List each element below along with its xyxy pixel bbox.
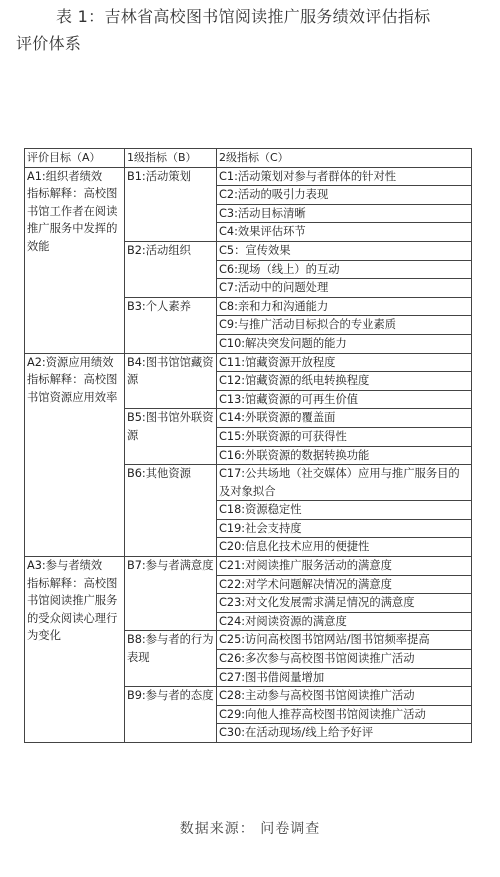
level-2-indicator-cell: C5：宣传效果	[217, 241, 472, 260]
level-2-indicator-cell: C11:馆藏资源开放程度	[217, 353, 472, 372]
document-title	[16, 3, 486, 57]
level-2-indicator-cell: C1:活动策划对参与者群体的针对性	[217, 167, 472, 186]
target-explanation: 指标解释：高校图书馆阅读推广服务的受众阅读心理行为变化	[27, 576, 118, 643]
header-cell-target: 评价目标（A）	[25, 149, 125, 168]
level-1-indicator-cell: B5:图书馆外联资源	[125, 409, 217, 465]
level-1-indicator-cell: B8:参与者的行为表现	[125, 631, 217, 687]
level-2-indicator-cell: C8:亲和力和沟通能力	[217, 297, 472, 316]
evaluation-index-table	[24, 148, 472, 743]
level-2-indicator-cell: C25:访问高校图书馆网站/图书馆频率提高	[217, 631, 472, 650]
title-line-2: 评价体系	[16, 34, 82, 53]
level-2-indicator-cell: C17:公共场地（社交媒体）应用与推广服务目的及对象拟合	[217, 465, 472, 501]
level-1-indicator-cell: B1:活动策划	[125, 167, 217, 241]
level-2-indicator-cell: C14:外联资源的覆盖面	[217, 409, 472, 428]
table-row	[25, 353, 472, 372]
level-2-indicator-cell: C6:现场（线上）的互动	[217, 260, 472, 279]
level-2-indicator-cell: C9:与推广活动目标拟合的专业素质	[217, 316, 472, 335]
level-1-indicator-cell: B6:其他资源	[125, 465, 217, 557]
header-cell-level-1: 1级指标（B）	[125, 149, 217, 168]
level-1-indicator-cell: B9:参与者的态度	[125, 687, 217, 743]
table-row	[25, 557, 472, 576]
title-line-1: 表 1：吉林省高校图书馆阅读推广服务绩效评估指标	[56, 7, 431, 26]
level-2-indicator-cell: C22:对学术问题解决情况的满意度	[217, 575, 472, 594]
level-2-indicator-cell: C24:对阅读资源的满意度	[217, 612, 472, 631]
level-2-indicator-cell: C12:馆藏资源的纸电转换程度	[217, 372, 472, 391]
header-cell-level-2: 2级指标（C）	[217, 149, 472, 168]
target-cell	[25, 167, 125, 353]
table-header-row	[25, 149, 472, 168]
table-body	[25, 167, 472, 742]
level-2-indicator-cell: C3:活动目标清晰	[217, 204, 472, 223]
level-2-indicator-cell: C20:信息化技术应用的便捷性	[217, 538, 472, 557]
level-2-indicator-cell: C15:外联资源的可获得性	[217, 427, 472, 446]
target-cell	[25, 353, 125, 557]
level-1-indicator-cell: B7:参与者满意度	[125, 557, 217, 631]
data-source-note: 数据来源： 问卷调查	[179, 821, 321, 837]
level-2-indicator-cell: C10:解决突发问题的能力	[217, 334, 472, 353]
level-2-indicator-cell: C28:主动参与高校图书馆阅读推广活动	[217, 687, 472, 706]
level-2-indicator-cell: C16:外联资源的数据转换功能	[217, 446, 472, 465]
level-2-indicator-cell: C19:社会支持度	[217, 519, 472, 538]
level-2-indicator-cell: C26:多次参与高校图书馆阅读推广活动	[217, 650, 472, 669]
table-row	[25, 167, 472, 186]
level-2-indicator-cell: C21:对阅读推广服务活动的满意度	[217, 557, 472, 576]
target-name: A1:组织者绩效	[27, 169, 103, 183]
level-2-indicator-cell: C13:馆藏资源的可再生价值	[217, 390, 472, 409]
level-1-indicator-cell: B3:个人素养	[125, 297, 217, 353]
level-2-indicator-cell: C18:资源稳定性	[217, 501, 472, 520]
target-cell	[25, 557, 125, 743]
target-name: A3:参与者绩效	[27, 559, 103, 573]
level-1-indicator-cell: B4:图书馆馆藏资源	[125, 353, 217, 409]
level-2-indicator-cell: C2:活动的吸引力表现	[217, 186, 472, 205]
level-2-indicator-cell: C23:对文化发展需求满足情况的满意度	[217, 594, 472, 613]
level-1-indicator-cell: B2:活动组织	[125, 241, 217, 297]
level-2-indicator-cell: C4:效果评估环节	[217, 223, 472, 242]
level-2-indicator-cell: C29:向他人推荐高校图书馆阅读推广活动	[217, 705, 472, 724]
target-name: A2:资源应用绩效	[27, 355, 114, 369]
level-2-indicator-cell: C7:活动中的问题处理	[217, 279, 472, 298]
level-2-indicator-cell: C30:在活动现场/线上给予好评	[217, 724, 472, 743]
level-2-indicator-cell: C27:图书借阅量增加	[217, 668, 472, 687]
target-explanation: 指标解释：高校图书馆工作者在阅读推广服务中发挥的效能	[27, 187, 118, 253]
target-explanation: 指标解释：高校图书馆资源应用效率	[27, 373, 118, 404]
